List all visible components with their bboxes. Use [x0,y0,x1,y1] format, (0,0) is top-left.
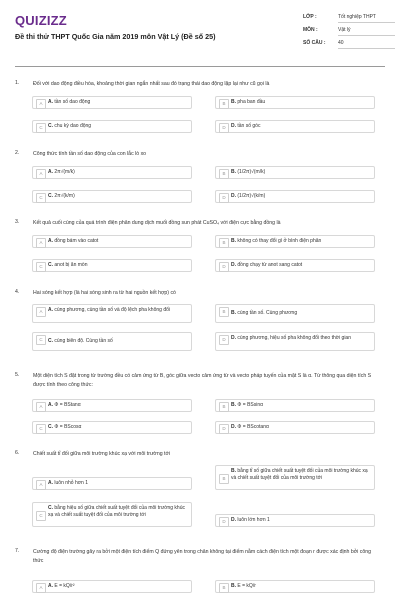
option-d[interactable] [215,421,375,434]
meta-value: 40 [338,40,395,49]
question-number: 3. [15,219,20,225]
option-key: B. [231,99,236,105]
option-text: (1/2π)√(m/k) [237,169,266,175]
meta-value: Vật lý [338,27,395,36]
option-text: Φ = BScotanα [237,424,269,430]
option-text: pha ban đầu [237,99,266,105]
option-key: B. [231,468,236,474]
option-text: E = kQ/r [237,583,256,589]
option-key: A. [48,402,53,408]
option-d[interactable] [215,190,375,203]
option-key: A. [48,99,53,105]
option-a[interactable] [32,96,192,109]
option-text: Φ = BScosα [54,424,82,430]
option-key: A. [48,169,53,175]
meta-row-class [303,14,398,27]
option-key: D. [231,123,236,129]
option-a[interactable] [32,580,192,593]
option-d[interactable] [215,120,375,133]
option-badge: D [219,193,229,203]
option-key: B. [231,169,236,175]
option-badge: B [219,99,229,109]
meta-label: SỐ CÂU : [303,40,326,46]
option-badge: C [36,335,46,345]
option-badge: A [36,99,46,109]
worksheet-header [0,0,400,62]
option-b[interactable] [215,399,375,412]
option-c[interactable] [32,120,192,133]
option-badge: D [219,424,229,434]
question-number: 5. [15,372,20,378]
option-c[interactable] [32,190,192,203]
option-key: B. [231,238,236,244]
question-text: Đối với dao động điều hòa, khoảng thời gian ngắn nhất sau đó trạng thái dao động lặp lại như cũ gọi là [33,81,270,87]
meta-value: Tốt nghiệp THPT [338,14,395,23]
option-d[interactable] [215,514,375,527]
option-badge: A [36,583,46,593]
quizizz-logo: QUIZIZZ [15,13,67,28]
option-c[interactable] [32,421,192,434]
option-key: D. [231,193,236,199]
option-text: chu kỳ dao động [54,123,92,129]
option-d[interactable] [215,332,375,351]
option-badge: B [219,402,229,412]
option-text: cùng phương, hiệu số pha không đổi theo thời gian [237,335,351,341]
option-badge: B [219,238,229,248]
option-text: Φ = BSsinα [237,402,264,408]
option-text: luôn lớn hơn 1 [237,517,270,523]
option-text: luôn nhỏ hơn 1 [54,480,88,486]
option-a[interactable] [32,304,192,323]
meta-row-subject [303,27,398,40]
question-text: Hai sóng kết hợp (là hai sóng sinh ra từ hai nguồn kết hợp) có [33,290,176,296]
option-key: D. [231,517,236,523]
option-badge: A [36,402,46,412]
option-key: A. [48,480,53,486]
option-badge: B [219,169,229,179]
meta-label: MÔN : [303,27,318,33]
question-text: Công thức tính tần số dao động của con lắc lò xo [33,151,147,157]
option-key: A. [48,583,53,589]
option-badge: D [219,335,229,345]
option-key: A. [48,307,53,313]
question-text: Một diện tích S đặt trong từ trường đều có cảm ứng từ B, góc giữa vecto cảm ứng từ và vecto pháp tuyến của mặt S là α. Từ thông qua diện tích S được tính theo công thức: [33,373,372,388]
option-a[interactable] [32,399,192,412]
question-number: 4. [15,289,20,295]
option-c[interactable] [32,502,192,527]
option-text: 2π√(k/m) [54,193,75,199]
meta-info [303,14,398,53]
option-badge: D [219,262,229,272]
option-text: (1/2π)√(k/m) [237,193,266,199]
question-text: Cường độ điện trường gây ra bởi một điện tích điểm Q đứng yên trong chân không tại điểm nằm cách điện tích một đoạn r được xác định bởi công thức [33,549,372,564]
option-key: A. [48,238,53,244]
question-number: 6. [15,450,20,456]
option-text: bằng tỉ số giữa chiết suất tuyệt đối của môi trường khúc xạ và chiết suất tuyệt đối của môi trường tới [231,468,368,481]
option-c[interactable] [32,259,192,272]
option-badge: C [36,193,46,203]
option-badge: B [219,307,229,317]
option-text: E = kQ/r² [54,583,75,589]
option-badge: A [36,307,46,317]
option-b[interactable] [215,580,375,593]
option-badge: A [36,238,46,248]
question-text: Chiết suất tỉ đối giữa môi trường khúc xạ với môi trường tới [33,451,171,457]
option-key: D. [231,424,236,430]
option-badge: D [219,123,229,133]
meta-label: LỚP : [303,14,317,20]
option-key: C. [48,424,53,430]
option-b[interactable] [215,465,375,490]
question-number: 7. [15,548,20,554]
page-title: Đề thi thử THPT Quốc Gia năm 2019 môn Vật Lý (Đề số 25) [15,32,216,41]
option-text: anot bị ăn mòn [54,262,88,268]
question-text: Kết quả cuối cùng của quá trình điện phân dung dịch muối đồng sun phát CuSO₄ với điện cực bằng đồng là [33,220,281,226]
option-a[interactable] [32,235,192,248]
option-badge: A [36,480,46,490]
option-text: tần số góc [237,123,261,129]
option-key: C. [48,338,53,344]
option-a[interactable] [32,477,192,490]
option-c[interactable] [32,332,192,351]
option-text: 2π√(m/k) [54,169,75,175]
option-key: C. [48,262,53,268]
option-key: C. [48,193,53,199]
option-badge: C [36,424,46,434]
option-d[interactable] [215,259,375,272]
option-text: cùng phương, cùng tần số và độ lệch pha không đổi [54,307,170,313]
option-key: C. [48,123,53,129]
option-b[interactable] [215,235,375,248]
option-text: không có thay đổi gì ở bình điện phân [237,238,322,244]
option-text: Φ = BStanα [54,402,81,408]
question-number: 1. [15,80,20,86]
option-badge: C [36,262,46,272]
option-text: đồng bám vào catot [54,238,99,244]
option-badge: B [219,583,229,593]
option-badge: B [219,474,229,484]
option-key: D. [231,262,236,268]
option-key: D. [231,335,236,341]
option-badge: D [219,517,229,527]
option-key: B. [231,583,236,589]
meta-row-count [303,40,398,53]
option-key: B. [231,310,236,316]
option-text: cùng biên độ. Cùng tần số [54,338,113,344]
option-a[interactable] [32,166,192,179]
option-badge: C [36,511,46,521]
header-divider [15,66,385,67]
option-key: C. [48,505,53,511]
option-text: tần số dao động [54,99,91,105]
question-number: 2. [15,150,20,156]
option-b[interactable] [215,304,375,323]
option-b[interactable] [215,96,375,109]
option-badge: C [36,123,46,133]
option-text: đồng chạy từ anot sang catot [237,262,303,268]
option-text: cùng tần số. Cùng phương [237,310,298,316]
option-text: bằng hiệu số giữa chiết suất tuyệt đối của môi trường khúc xạ và chiết suất tuyệt đối của môi trường tới [48,505,185,518]
option-badge: A [36,169,46,179]
option-b[interactable] [215,166,375,179]
option-key: B. [231,402,236,408]
